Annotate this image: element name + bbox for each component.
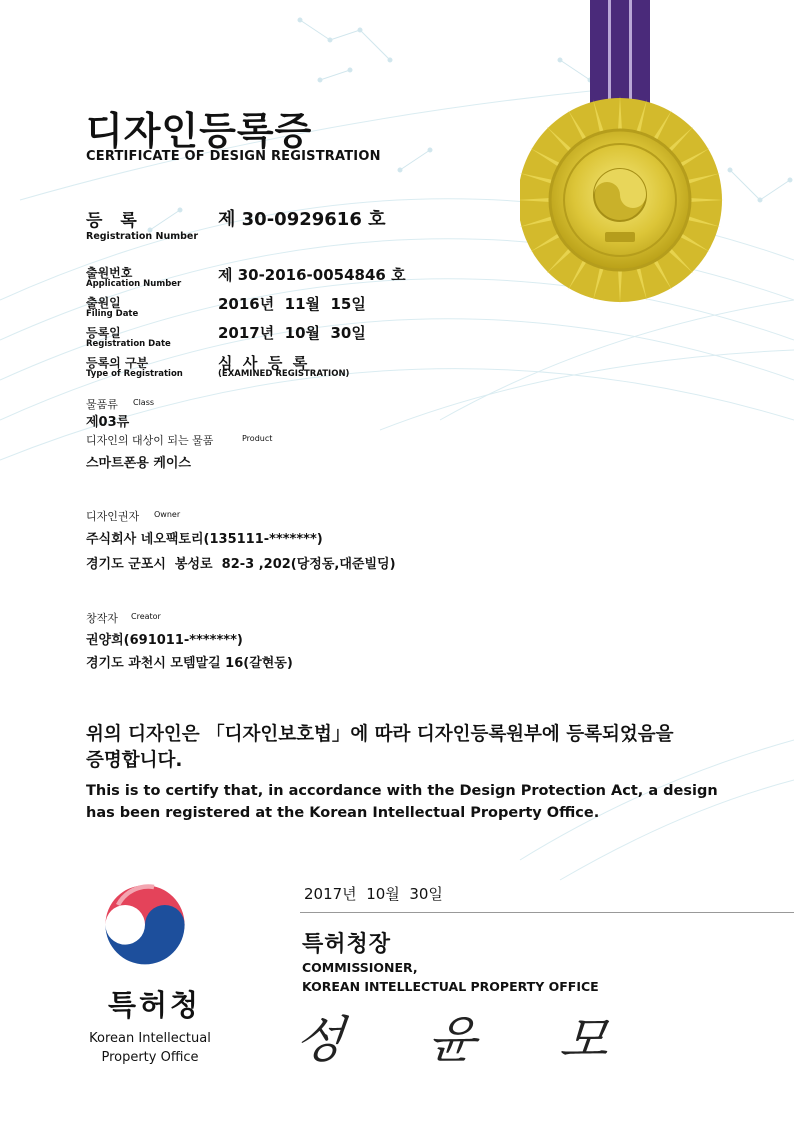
class-label-ko: 물품류 <box>86 398 118 411</box>
kipo-logo-english-line2: Property Office <box>101 1050 199 1065</box>
owner-address: 경기도 군포시 봉성로 82-3 ,202(당정동,대준빌딩) <box>86 557 396 572</box>
certification-ko-line1: 위의 디자인은 「디자인보호법」에 따라 디자인등록원부에 등록되었음을 <box>86 724 674 745</box>
certification-korean <box>86 722 673 774</box>
application-number: 제 30-2016-0054846 호 <box>218 266 406 284</box>
product-label-en: Product <box>242 434 273 443</box>
creator-name: 권양희(691011-*******) <box>86 633 243 648</box>
reg-type-label-ko: 등록의 구분 <box>86 356 149 370</box>
kipo-logo-english <box>86 1029 214 1067</box>
commissioner-signature: 성 윤 모 <box>292 1011 646 1069</box>
certification-ko-line2: 증명합니다. <box>86 750 183 771</box>
owner-name: 주식회사 네오팩토리(135111-*******) <box>86 532 323 547</box>
title-english: CERTIFICATE OF DESIGN REGISTRATION <box>86 149 381 164</box>
gold-seal <box>520 0 740 310</box>
reg-type-label-en: Type of Registration <box>86 369 183 379</box>
registration-number: 제 30-0929616 호 <box>218 209 386 230</box>
registration-date: 2017년 10월 30일 <box>218 324 366 342</box>
kipo-logo-icon <box>100 878 190 968</box>
product-value: 스마트폰용 케이스 <box>86 456 191 471</box>
creator-label-ko: 창작자 <box>86 612 118 625</box>
registration-type-en: (EXAMINED REGISTRATION) <box>218 369 350 379</box>
registration-type: 심 사 등 록 <box>218 354 308 372</box>
filing-label-en: Filing Date <box>86 309 139 319</box>
commissioner-en-line2: KOREAN INTELLECTUAL PROPERTY OFFICE <box>302 979 599 994</box>
certification-en-line1: This is to certify that, in accordance with the Design Protection Act, a design <box>86 783 718 799</box>
reg-date-label-en: Registration Date <box>86 339 171 349</box>
product-label-ko: 디자인의 대상이 되는 물품 <box>86 434 214 447</box>
creator-address: 경기도 과천시 모템말길 16(갈현동) <box>86 656 293 671</box>
class-value: 제03류 <box>86 415 130 430</box>
date-divider <box>300 912 794 913</box>
creator-label-en: Creator <box>131 612 161 621</box>
registration-label-ko: 등 록 <box>86 211 143 231</box>
commissioner-en-line1: COMMISSIONER, <box>302 960 418 975</box>
filing-label-ko: 출원일 <box>86 296 121 310</box>
filing-date: 2016년 11월 15일 <box>218 295 366 313</box>
application-label-ko: 출원번호 <box>86 266 133 280</box>
owner-label-ko: 디자인권자 <box>86 510 140 523</box>
title-korean: 디자인등록증 <box>86 109 313 153</box>
commissioner-title-en <box>302 958 599 996</box>
registration-label-en: Registration Number <box>86 231 199 242</box>
certification-en-line2: has been registered at the Korean Intellectual Property Office. <box>86 805 600 821</box>
kipo-logo-english-line1: Korean Intellectual <box>89 1031 211 1046</box>
application-label-en: Application Number <box>86 279 182 289</box>
commissioner-title-ko: 특허청장 <box>302 932 392 957</box>
owner-label-en: Owner <box>154 510 181 519</box>
certification-english <box>86 780 718 824</box>
kipo-logo-text: 특허청 <box>108 988 202 1022</box>
class-label-en: Class <box>133 398 155 407</box>
reg-date-label-ko: 등록일 <box>86 326 121 340</box>
issue-date: 2017년 10월 30일 <box>304 885 443 903</box>
